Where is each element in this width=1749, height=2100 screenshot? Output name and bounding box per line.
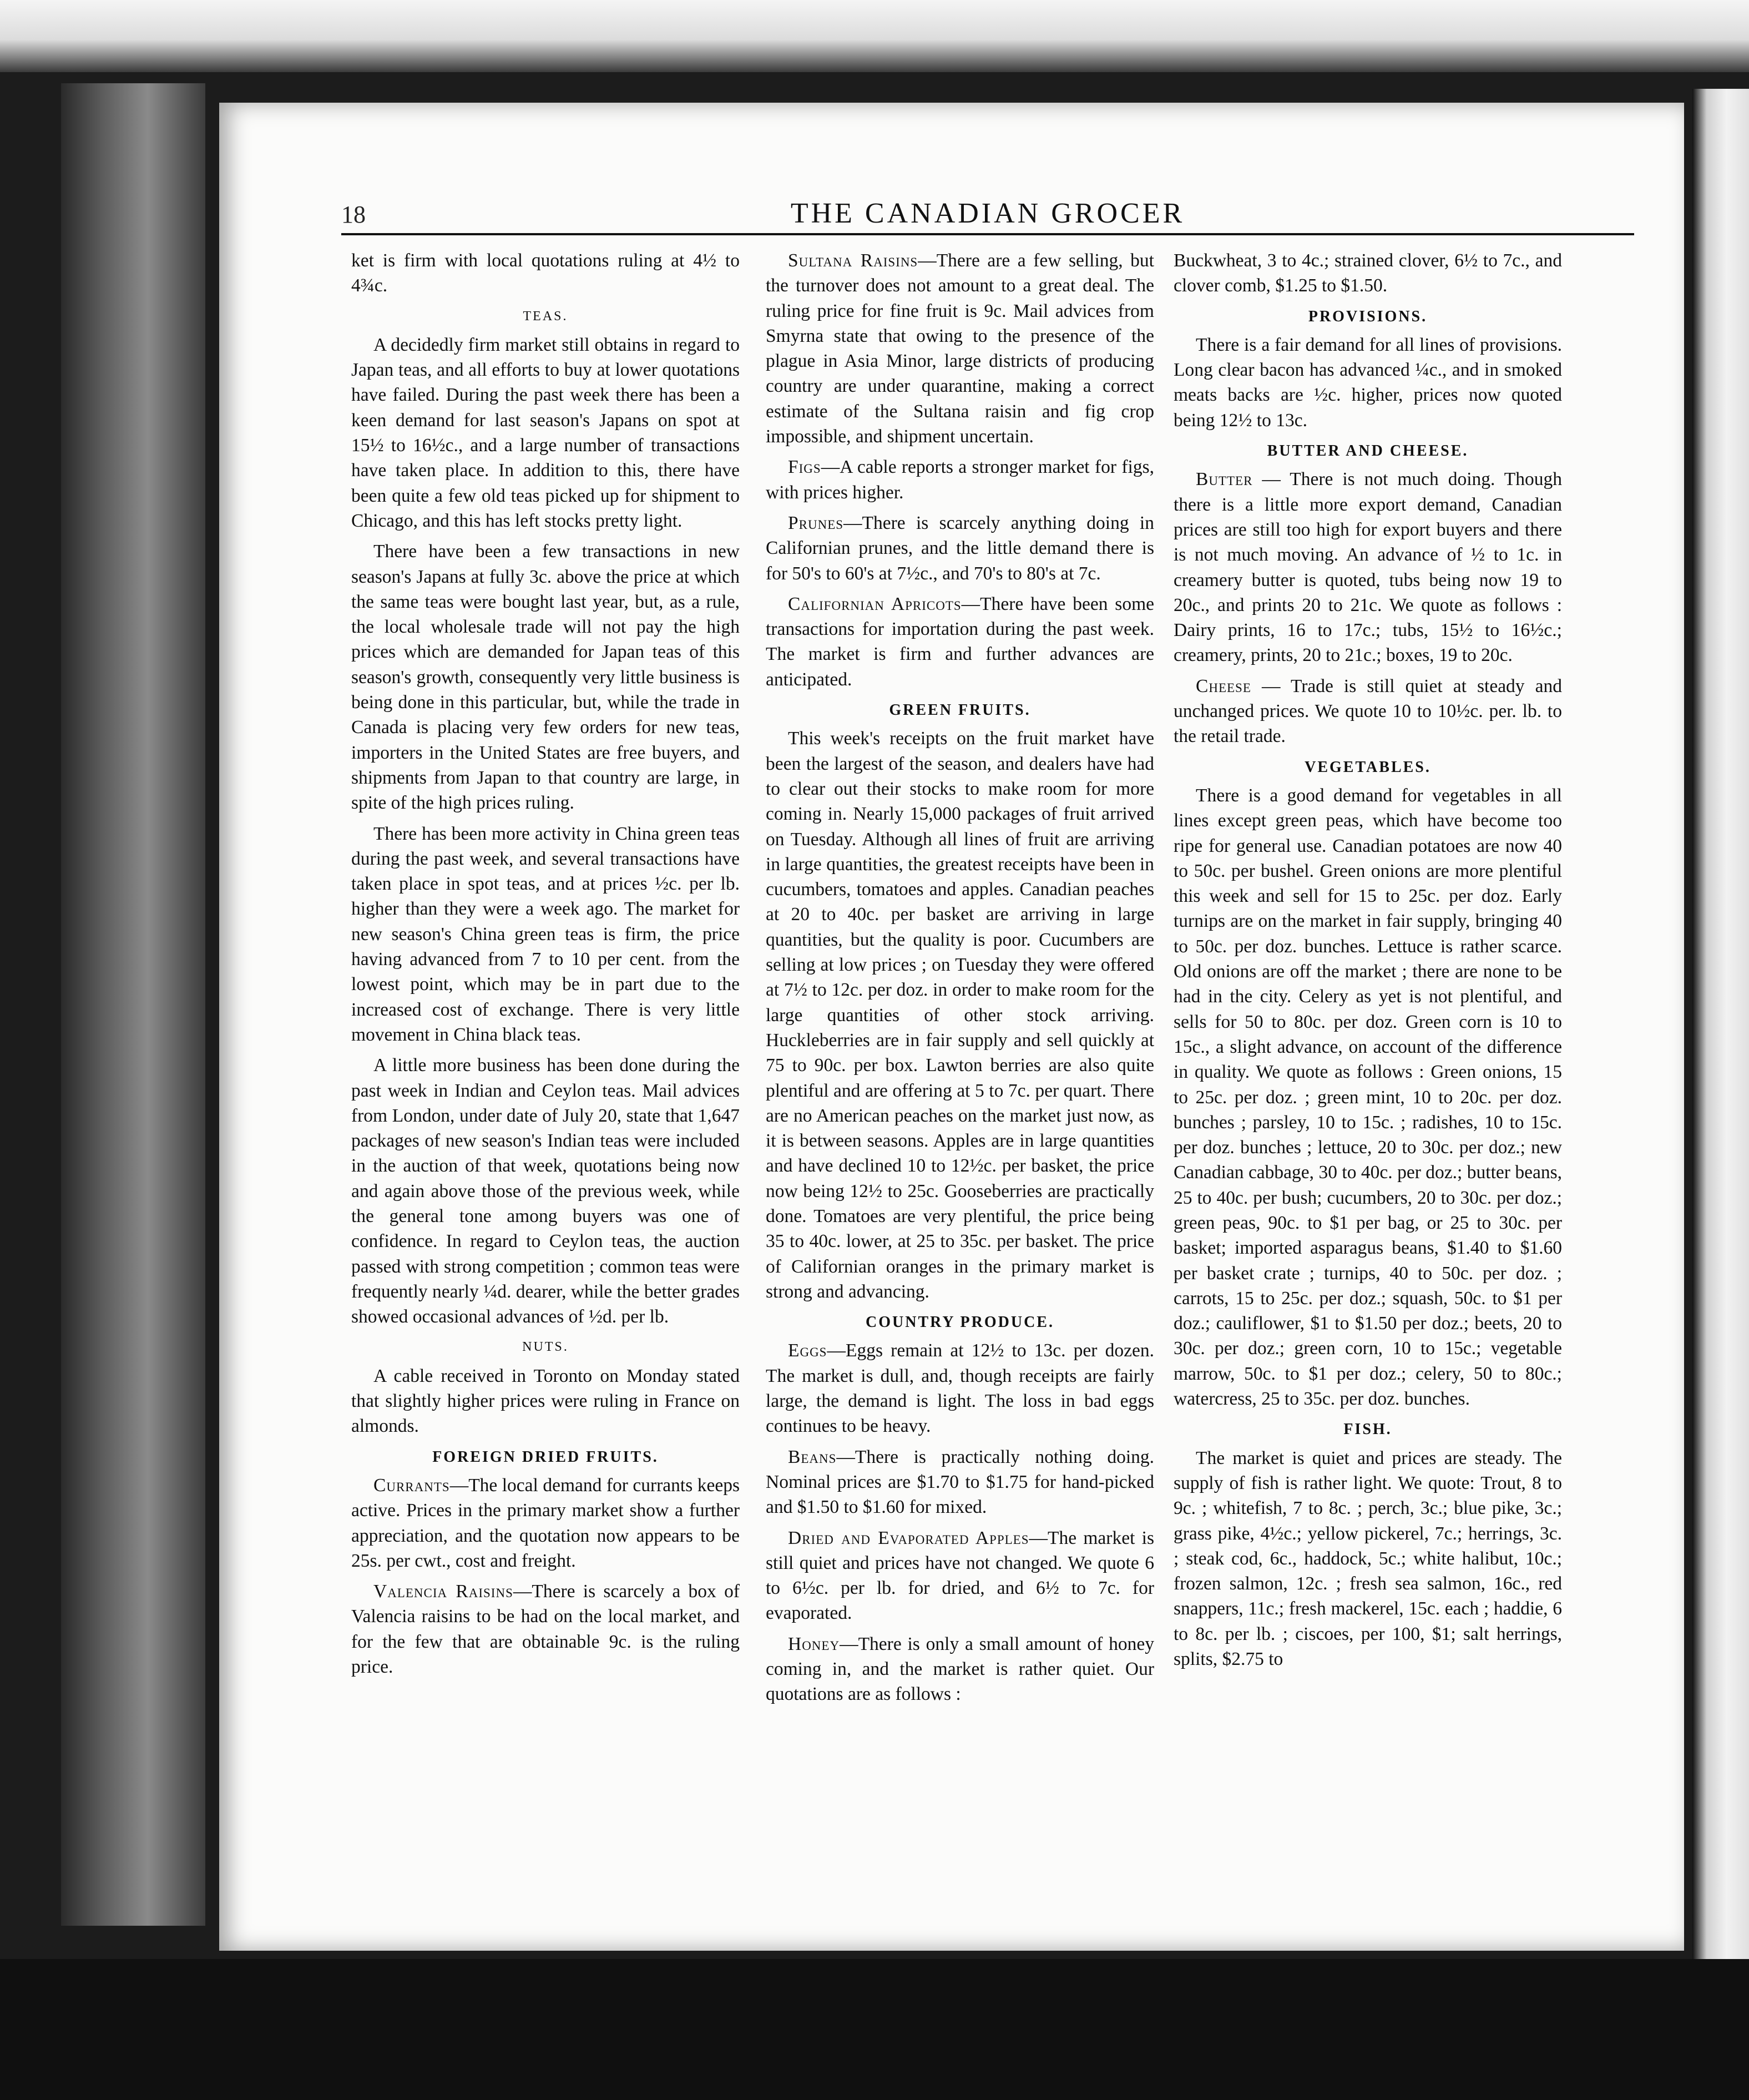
book-spine [61, 83, 205, 1926]
paragraph: A cable received in Toronto on Monday stated that slightly higher prices were ruling in France on almonds. [351, 1365, 740, 1437]
publication-title: THE CANADIAN GROCER [790, 198, 1185, 229]
paragraph [766, 592, 1154, 692]
paragraph [766, 511, 1154, 586]
paragraph [766, 455, 1154, 505]
section-heading-green-fruits: GREEN FRUITS. [889, 701, 1031, 719]
paragraph-text: —There have been some transactions for importation during the past week. The market is firm and further advances are anticipated. [766, 593, 1154, 690]
paragraph: ket is firm with local quotations ruling at 4½ to 4¾c. [351, 250, 740, 296]
paragraph [351, 1579, 740, 1679]
paragraph: There is a good demand for vegetables in all lines except green peas, which have become too ripe for general use. Canadian potatoes are now 40 to 50c. per bushel. Green onions are more plentiful this week and sell for 15 to 25c. per doz. Early turnips are on the market in fair supply, bringing 40 to 50c. per doz. bunches. Lettuce is rather scarce. Old onions are off the market ; there are none to be had in the city. Celery as yet is not plentiful, and sells for 50 to 80c. per doz. Green corn is 10 to 15c., a slight advance, on account of the difference in quality. We quote as follows : Green onions, 15 to 25c. per doz. ; green mint, 10 to 20c. per doz. bunches ; parsley, 10 to 15c. ; radishes, 10 to 15c. per doz. bunches ; lettuce, 20 to 30c. per doz.; new Canadian cabbage, 30 to 40c. per doz.; butter beans, 25 to 40c. per bush; cucumbers, 20 to 30c. per doz.; green peas, 90c. to $1 per bag, or 25 to 30c. per basket; imported asparagus beans, $1.40 to $1.60 per basket crate ; turnips, 40 to 50c. per doz. ; carrots, 15 to 25c. per doz.; squash, 50c. to $1 per doz.; cauliflower, $1 to $1.50 per doz.; beets, 20 to 30c. per doz.; green corn, 10 to 15c.; vegetable marrow, 50c. to $1 per doz.; celery, 50 to 80c.; watercress, 25 to 35c. per doz. bunches. [1174, 785, 1562, 1410]
paragraph [766, 1338, 1154, 1438]
run-in-heading: Californian Apricots [788, 593, 962, 614]
paragraph: This week's receipts on the fruit market have been the largest of the season, and dealers have had to clear out their stocks to make room for more coming in. Nearly 15,000 packages of fruit arrived on Tuesday. Although all lines of fruit are arriving in large quantities, the greatest receipts have been in cucumbers, tomatoes and apples. Canadian peaches at 20 to 40c. per basket are arriving in large quantities, but the quality is poor. Cucumbers are selling at low prices ; on Tuesday they were offered at 7½ to 12c. per doz. in order to make room for the large quantities of other stock arriving. Huckleberries are in fair supply and sell quickly at 75 to 90c. per box. Lawton berries are also quite plentiful and are offering at 5 to 7c. per quart. There are no American peaches on the market just now, as it is between seasons. Apples are in large quantities and have declined 10 to 12½c. per basket, the price now being 12½ to 25c. Gooseberries are practically done. Tomatoes are very plentiful, the price being 35 to 40c. lower, at 25 to 35c. per basket. The price of Californian oranges in the primary market is strong and advancing. [766, 728, 1154, 1302]
run-in-heading: Honey [788, 1633, 840, 1654]
paragraph [1174, 467, 1562, 668]
paragraph [766, 248, 1154, 449]
paragraph [351, 1473, 740, 1573]
paragraph-text: —The local demand for currants keeps active. Prices in the primary market show a further appreciation, and the quotation now appears to be 25s. per cwt., cost and freight. [351, 1475, 740, 1571]
run-in-heading: Beans [788, 1446, 837, 1467]
section-heading-butter-and-cheese: BUTTER AND CHEESE. [1267, 442, 1469, 460]
paragraph-text: —There are a few selling, but the turnover does not amount to a great deal. The ruling price for fine fruit is 9c. Mail advices from Smyrna state that owing to the presence of the plague in Asia Minor, large districts of producing country are under quarantine, making a correct estimate of the Sultana raisin and fig crop impossible, and shipment uncertain. [766, 250, 1154, 447]
paragraph: Buckwheat, 3 to 4c.; strained clover, 6½ to 7c., and clover comb, $1.25 to $1.50. [1174, 250, 1562, 296]
section-heading-teas: TEAS. [523, 309, 568, 324]
paragraph-text: —There is practically nothing doing. Nominal prices are $1.70 to $1.75 for hand-picked and $1.50 to $1.60 for mixed. [766, 1446, 1154, 1518]
run-in-heading: Sultana Raisins [788, 250, 918, 271]
section-heading-fish: FISH. [1343, 1421, 1392, 1438]
paragraph: A little more business has been done during the past week in Indian and Ceylon teas. Mail advices from London, under date of July 20, state that 1,647 packages of new season's Indian teas were included in the auction of that week, quotations being now and again above those of the previous week, while the general tone among buyers was one of confidence. In regard to Ceylon teas, the auction passed with strong competition ; common teas were frequently nearly ¼d. dearer, while the better grades showed occasional advances of ½d. per lb. [351, 1055, 740, 1327]
column-1 [351, 248, 740, 1685]
paragraph-text: —The market is still quiet and prices have not changed. We quote 6 to 6½c. per lb. for dried, and 6½ to 7c. for evaporated. [766, 1527, 1154, 1624]
paragraph-text: —Eggs remain at 12½ to 13c. per dozen. The market is dull, and, though receipts are fairly large, the demand is light. The loss in bad eggs continues to be heavy. [766, 1340, 1154, 1437]
run-in-heading: Cheese [1196, 675, 1251, 696]
paragraph [1174, 674, 1562, 749]
paragraph [766, 1632, 1154, 1707]
paragraph [766, 1526, 1154, 1626]
paragraph: There has been more activity in China green teas during the past week, and several transactions have taken place in spot teas, and at prices ½c. per lb. higher than they were a week ago. The market for new season's China green teas is firm, the price having advanced from 7 to 10 per cent. from the lowest point, which may be in part due to the increased cost of exchange. There is very little movement in China black teas. [351, 823, 740, 1045]
newspaper-page [219, 103, 1684, 1951]
paragraph: The market is quiet and prices are steady. The supply of fish is rather light. We quote: Trout, 8 to 9c. ; whitefish, 7 to 8c. ; perch, 3c.; blue pike, 3c.; grass pike, 4½c.; yellow pickerel, 7c.; herrings, 3c. ; steak cod, 6c., haddock, 5c.; white halibut, 10c.; frozen salmon, 12c. ; fresh sea salmon, 16c., red snappers, 11c.; fresh mackerel, 15c. each ; haddie, 6 to 8c. per lb. ; ciscoes, per 100, $1; salt herrings, splits, $2.75 to [1174, 1447, 1562, 1670]
run-in-heading: Dried and Evaporated Apples [788, 1527, 1029, 1548]
run-in-heading: Eggs [788, 1340, 827, 1361]
run-in-heading: Prunes [788, 512, 844, 533]
page-header [341, 180, 1634, 235]
paragraph: There have been a few transactions in new season's Japans at fully 3c. above the price at which the same teas were bought last year, but, as a rule, the local wholesale trade will not pay the high prices which are demanded for Japan teas of this season's growth, consequently very little business is being done in this particular, but, while the trade in Canada is placing very few orders for new teas, importers in the United States are free buyers, and shipments from Japan to that country are large, in spite of the high prices ruling. [351, 541, 740, 814]
section-heading-foreign-dried-fruits: FOREIGN DRIED FRUITS. [432, 1448, 659, 1466]
page-number: 18 [341, 201, 366, 228]
paragraph: A decidedly firm market still obtains in regard to Japan teas, and all efforts to buy at lower quotations have failed. During the past week there has been a keen demand for last season's Japans on spot at 15½ to 16½c., and a large number of transactions have taken place. In addition to this, there have been quite a few old teas picked up for shipment to Chicago, and this has left stocks pretty light. [351, 334, 740, 531]
scan-background-top [0, 0, 1749, 72]
paragraph-text: —There is scarcely a box of Valencia raisins to be had on the local market, and for the few that are obtainable 9c. is the ruling price. [351, 1581, 740, 1678]
paragraph [766, 1445, 1154, 1520]
column-3 [1174, 248, 1562, 1677]
scan-background-bottom [0, 1959, 1749, 2100]
paragraph: There is a fair demand for all lines of provisions. Long clear bacon has advanced ¼c., and in smoked meats backs are ½c. higher, prices now quoted being 12½ to 13c. [1174, 334, 1562, 431]
run-in-heading: Valencia Raisins [373, 1581, 513, 1602]
paragraph-text: — There is not much doing. Though there is a little more export demand, Canadian prices are still too high for export buyers and there is not much moving. An advance of ½ to 1c. in creamery butter is quoted, tubs being now 19 to 20c., and prints 20 to 21c. We quote as follows : Dairy prints, 16 to 17c.; tubs, 15½ to 16½c.; creamery, prints, 20 to 21c.; boxes, 19 to 20c. [1174, 469, 1562, 666]
paragraph-text: — Trade is still quiet at steady and unchanged prices. We quote 10 to 10½c. per. lb. to the retail trade. [1174, 675, 1562, 747]
section-heading-nuts: NUTS. [522, 1340, 569, 1355]
facing-page-edge [1692, 89, 1749, 1965]
paragraph-text: —There is only a small amount of honey coming in, and the market is rather quiet. Our quotations are as follows : [766, 1633, 1154, 1705]
section-heading-vegetables: VEGETABLES. [1305, 758, 1431, 776]
run-in-heading: Figs [788, 457, 821, 478]
paragraph-text: —A cable reports a stronger market for figs, with prices higher. [766, 457, 1154, 503]
run-in-heading: Currants [373, 1475, 450, 1496]
column-2 [766, 248, 1154, 1713]
paragraph-text: —There is scarcely anything doing in Californian prunes, and the little demand there is for 50's to 60's at 7½c., and 70's to 80's at 7c. [766, 512, 1154, 584]
run-in-heading: Butter [1196, 469, 1253, 490]
section-heading-provisions: PROVISIONS. [1308, 307, 1428, 325]
section-heading-country-produce: COUNTRY PRODUCE. [866, 1314, 1054, 1331]
